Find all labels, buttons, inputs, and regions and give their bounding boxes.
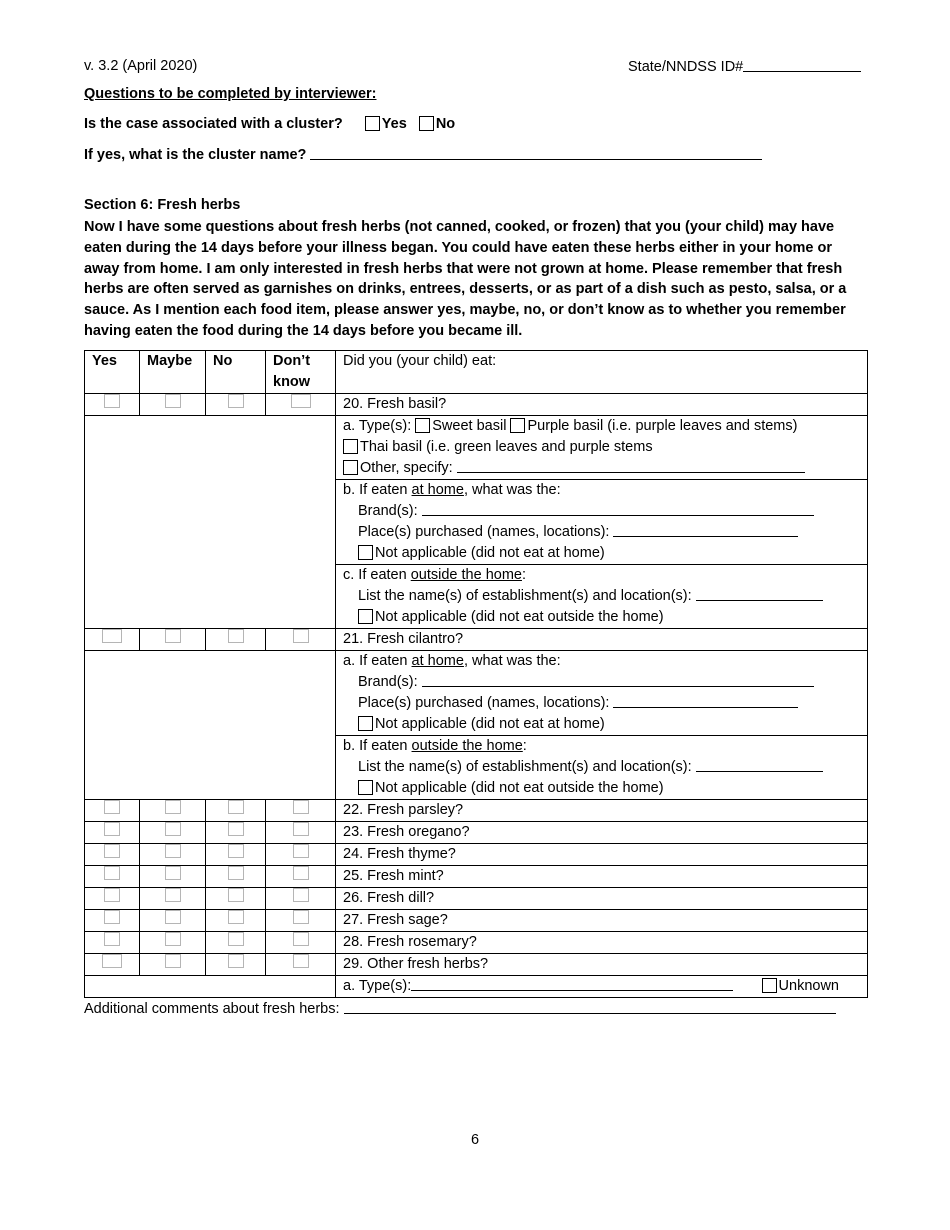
no-checkbox[interactable] bbox=[228, 932, 244, 946]
version-label: v. 3.2 (April 2020) bbox=[84, 58, 198, 74]
table-row bbox=[85, 651, 868, 736]
outside-home-text: outside the home bbox=[411, 738, 523, 754]
table-row bbox=[85, 954, 868, 976]
home-prefix: b. If eaten bbox=[343, 482, 412, 498]
yes-checkbox[interactable] bbox=[104, 844, 120, 858]
q20-place-line[interactable] bbox=[613, 523, 798, 537]
outside-prefix: b. If eaten bbox=[343, 738, 412, 754]
cluster-name-line[interactable] bbox=[310, 146, 762, 160]
q20-outside-na-checkbox[interactable] bbox=[358, 609, 373, 624]
dontknow-checkbox[interactable] bbox=[293, 910, 309, 924]
col-dontknow-header: Don’t know bbox=[266, 351, 336, 394]
home-na-label: Not applicable (did not eat at home) bbox=[375, 716, 605, 732]
comments-field[interactable] bbox=[84, 1000, 836, 1017]
yes-checkbox[interactable] bbox=[104, 822, 120, 836]
thai-basil-checkbox[interactable] bbox=[343, 439, 358, 454]
section-title: Section 6: Fresh herbs bbox=[84, 197, 241, 213]
q21-outside-na-checkbox[interactable] bbox=[358, 780, 373, 795]
q21-no-checkbox[interactable] bbox=[228, 629, 244, 643]
yes-checkbox[interactable] bbox=[104, 910, 120, 924]
col-no-header: No bbox=[206, 351, 266, 394]
other-basil-line[interactable] bbox=[457, 459, 805, 473]
table-row bbox=[85, 629, 868, 651]
home-prefix: a. If eaten bbox=[343, 653, 412, 669]
q29-types-label: a. Type(s): bbox=[343, 978, 412, 994]
q21-dontknow-checkbox[interactable] bbox=[293, 629, 309, 643]
table-row bbox=[85, 394, 868, 416]
state-id-field[interactable] bbox=[628, 58, 861, 75]
place-label: Place(s) purchased (names, locations): bbox=[358, 524, 610, 540]
cluster-no-label: No bbox=[435, 116, 456, 132]
maybe-checkbox[interactable] bbox=[165, 954, 181, 968]
q29-detail-blank bbox=[85, 976, 336, 998]
q20-types-label: a. Type(s): bbox=[343, 418, 412, 434]
table-row bbox=[85, 844, 868, 866]
outside-prefix: c. If eaten bbox=[343, 567, 411, 583]
no-checkbox[interactable] bbox=[228, 800, 244, 814]
yes-checkbox[interactable] bbox=[104, 866, 120, 880]
yes-checkbox[interactable] bbox=[102, 954, 122, 968]
cluster-name-field[interactable] bbox=[84, 146, 762, 163]
at-home-text: at home bbox=[411, 653, 464, 669]
comments-line[interactable] bbox=[344, 1000, 836, 1014]
cluster-no-checkbox[interactable] bbox=[419, 116, 434, 131]
sweet-basil-label: Sweet basil bbox=[432, 418, 507, 434]
outside-na-label: Not applicable (did not eat outside the home) bbox=[375, 780, 664, 796]
q20-types-cell bbox=[336, 416, 868, 480]
dontknow-checkbox[interactable] bbox=[293, 954, 309, 968]
purple-basil-label: Purple basil (i.e. purple leaves and stems) bbox=[527, 418, 798, 434]
state-id-line[interactable] bbox=[743, 58, 861, 72]
table-row bbox=[85, 888, 868, 910]
home-suffix: , what was the: bbox=[463, 653, 561, 669]
q29-unknown-label: Unknown bbox=[778, 978, 839, 994]
q20-list-line[interactable] bbox=[696, 587, 823, 601]
q23-label: 23. Fresh oregano? bbox=[336, 822, 868, 844]
dontknow-checkbox[interactable] bbox=[293, 888, 309, 902]
maybe-checkbox[interactable] bbox=[165, 866, 181, 880]
outside-colon: : bbox=[522, 738, 527, 754]
cluster-question-text: Is the case associated with a cluster? bbox=[84, 116, 343, 132]
maybe-checkbox[interactable] bbox=[165, 888, 181, 902]
home-suffix: , what was the: bbox=[463, 482, 561, 498]
no-checkbox[interactable] bbox=[228, 844, 244, 858]
table-row bbox=[85, 416, 868, 480]
list-label: List the name(s) of establishment(s) and location(s): bbox=[358, 588, 692, 604]
maybe-checkbox[interactable] bbox=[165, 800, 181, 814]
outside-colon: : bbox=[521, 567, 526, 583]
page-number: 6 bbox=[470, 1132, 480, 1148]
q29-label: 29. Other fresh herbs? bbox=[336, 954, 868, 976]
q20-yes-checkbox[interactable] bbox=[104, 394, 120, 408]
no-checkbox[interactable] bbox=[228, 954, 244, 968]
dontknow-checkbox[interactable] bbox=[293, 866, 309, 880]
no-checkbox[interactable] bbox=[228, 822, 244, 836]
thai-basil-label: Thai basil (i.e. green leaves and purple stems bbox=[360, 439, 653, 455]
yes-checkbox[interactable] bbox=[104, 888, 120, 902]
at-home-text: at home bbox=[411, 482, 464, 498]
brand-label: Brand(s): bbox=[358, 503, 418, 519]
q21-place-line[interactable] bbox=[613, 694, 798, 708]
q21-brand-line[interactable] bbox=[422, 673, 814, 687]
q21-maybe-checkbox[interactable] bbox=[165, 629, 181, 643]
q29-unknown-checkbox[interactable] bbox=[762, 978, 777, 993]
q20-home-cell bbox=[336, 480, 868, 565]
q28-label: 28. Fresh rosemary? bbox=[336, 932, 868, 954]
q21-yes-checkbox[interactable] bbox=[102, 629, 122, 643]
sweet-basil-checkbox[interactable] bbox=[415, 418, 430, 433]
q20-brand-line[interactable] bbox=[422, 502, 814, 516]
q20-no-checkbox[interactable] bbox=[228, 394, 244, 408]
table-row bbox=[85, 910, 868, 932]
cluster-name-label: If yes, what is the cluster name? bbox=[84, 147, 307, 163]
q25-label: 25. Fresh mint? bbox=[336, 866, 868, 888]
q21-label: 21. Fresh cilantro? bbox=[336, 629, 868, 651]
brand-label: Brand(s): bbox=[358, 674, 418, 690]
yes-checkbox[interactable] bbox=[104, 932, 120, 946]
herbs-table bbox=[84, 350, 868, 998]
dontknow-checkbox[interactable] bbox=[293, 844, 309, 858]
other-basil-label: Other, specify: bbox=[360, 460, 453, 476]
outside-home-text: outside the home bbox=[410, 567, 522, 583]
maybe-checkbox[interactable] bbox=[165, 822, 181, 836]
q22-label: 22. Fresh parsley? bbox=[336, 800, 868, 822]
dontknow-checkbox[interactable] bbox=[293, 822, 309, 836]
q20-detail-blank bbox=[85, 416, 336, 629]
list-label: List the name(s) of establishment(s) and location(s): bbox=[358, 759, 692, 775]
q26-label: 26. Fresh dill? bbox=[336, 888, 868, 910]
q21-home-na-checkbox[interactable] bbox=[358, 716, 373, 731]
purple-basil-checkbox[interactable] bbox=[510, 418, 525, 433]
no-checkbox[interactable] bbox=[228, 888, 244, 902]
cluster-question bbox=[84, 116, 455, 132]
q29-types-line[interactable] bbox=[411, 977, 733, 991]
table-row bbox=[85, 976, 868, 998]
q20-dontknow-checkbox[interactable] bbox=[291, 394, 311, 408]
col-maybe-header: Maybe bbox=[140, 351, 206, 394]
dontknow-checkbox[interactable] bbox=[293, 932, 309, 946]
maybe-checkbox[interactable] bbox=[165, 910, 181, 924]
table-row bbox=[85, 932, 868, 954]
table-row bbox=[85, 800, 868, 822]
q20-outside-cell bbox=[336, 565, 868, 629]
col-yes-header: Yes bbox=[85, 351, 140, 394]
q27-label: 27. Fresh sage? bbox=[336, 910, 868, 932]
table-row bbox=[85, 866, 868, 888]
home-na-label: Not applicable (did not eat at home) bbox=[375, 545, 605, 561]
q21-detail-blank bbox=[85, 651, 336, 800]
outside-na-label: Not applicable (did not eat outside the home) bbox=[375, 609, 664, 625]
cluster-yes-checkbox[interactable] bbox=[365, 116, 380, 131]
table-header-row bbox=[85, 351, 868, 394]
maybe-checkbox[interactable] bbox=[165, 844, 181, 858]
q29-types-cell bbox=[336, 976, 868, 998]
yes-checkbox[interactable] bbox=[104, 800, 120, 814]
maybe-checkbox[interactable] bbox=[165, 932, 181, 946]
state-id-label: State/NNDSS ID# bbox=[628, 59, 744, 75]
interviewer-heading: Questions to be completed by interviewer: bbox=[84, 86, 377, 102]
q20-maybe-checkbox[interactable] bbox=[165, 394, 181, 408]
dontknow-checkbox[interactable] bbox=[293, 800, 309, 814]
q21-list-line[interactable] bbox=[696, 758, 823, 772]
other-basil-checkbox[interactable] bbox=[343, 460, 358, 475]
cluster-yes-label: Yes bbox=[381, 116, 407, 132]
col-question-header: Did you (your child) eat: bbox=[336, 351, 868, 394]
no-checkbox[interactable] bbox=[228, 866, 244, 880]
comments-label: Additional comments about fresh herbs: bbox=[84, 1001, 340, 1017]
q21-home-cell bbox=[336, 651, 868, 736]
table-row bbox=[85, 822, 868, 844]
q24-label: 24. Fresh thyme? bbox=[336, 844, 868, 866]
q20-label: 20. Fresh basil? bbox=[336, 394, 868, 416]
no-checkbox[interactable] bbox=[228, 910, 244, 924]
place-label: Place(s) purchased (names, locations): bbox=[358, 695, 610, 711]
q20-home-na-checkbox[interactable] bbox=[358, 545, 373, 560]
q21-outside-cell bbox=[336, 736, 868, 800]
section-intro: Now I have some questions about fresh herbs (not canned, cooked, or frozen) that you (your child) may have eaten during the 14 days before your illness began. You could have eaten these herbs either in your home or away from home. I am only interested in fresh herbs that were not grown at home. Please remember that fresh herbs are often served as garnishes on drinks, entrees, desserts, or as part of a dish such as pesto, salsa, or a sauce. As I mention each food item, please answer yes, maybe, no, or don’t know as to whether you remember having eaten the food during the 14 days before you became ill. bbox=[84, 219, 847, 339]
